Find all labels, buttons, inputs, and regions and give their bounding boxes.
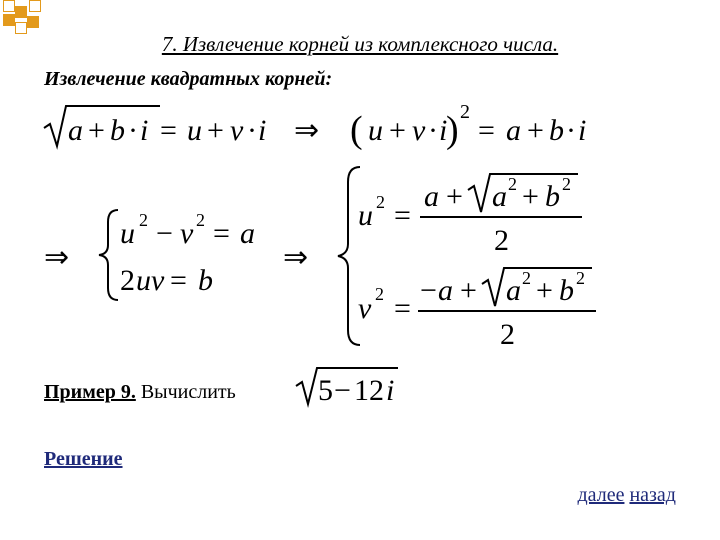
svg-text:=: =	[160, 114, 177, 147]
svg-text:b: b	[545, 180, 560, 213]
svg-text:u: u	[368, 114, 383, 147]
svg-text:·: ·	[247, 114, 257, 147]
svg-text:uv: uv	[136, 264, 165, 297]
next-link[interactable]: далее	[577, 484, 625, 506]
svg-text:+: +	[207, 114, 224, 147]
system-uv	[99, 210, 255, 300]
implies-symbol-3: ⇒	[283, 241, 309, 274]
svg-text:+: +	[527, 114, 544, 147]
svg-text:a: a	[506, 114, 521, 147]
example-line	[44, 381, 236, 404]
sqrt-equation	[44, 106, 266, 147]
svg-text:−: −	[156, 217, 173, 250]
svg-text:·: ·	[566, 114, 576, 147]
svg-text:2: 2	[375, 284, 384, 304]
svg-text:2: 2	[562, 174, 571, 194]
squared-equation	[350, 101, 586, 151]
svg-text:v: v	[412, 114, 426, 147]
svg-text:a: a	[438, 274, 453, 307]
implies-symbol-2: ⇒	[44, 241, 70, 274]
back-link[interactable]: назад	[629, 484, 676, 506]
svg-text:+: +	[446, 180, 463, 213]
svg-text:u: u	[120, 217, 135, 250]
svg-text:=: =	[170, 264, 187, 297]
system-solutions	[338, 167, 596, 351]
svg-text:+: +	[389, 114, 406, 147]
example-label: Пример 9.	[44, 381, 136, 403]
svg-text:a: a	[424, 180, 439, 213]
svg-text:2: 2	[494, 224, 509, 257]
svg-text:2: 2	[196, 210, 205, 230]
svg-text:+: +	[460, 274, 477, 307]
svg-text:−: −	[334, 374, 351, 407]
slide-navigation	[577, 484, 676, 507]
section-subtitle: Извлечение квадратных корней:	[44, 68, 333, 90]
svg-text:·: ·	[128, 114, 138, 147]
svg-text:2: 2	[522, 268, 531, 288]
svg-text:u: u	[358, 199, 373, 232]
svg-text:(: (	[350, 109, 363, 151]
svg-text:−: −	[420, 274, 437, 307]
svg-text:+: +	[536, 274, 553, 307]
svg-text:2: 2	[139, 210, 148, 230]
svg-text:a: a	[506, 274, 521, 307]
svg-text:2: 2	[576, 268, 585, 288]
svg-text:2: 2	[500, 318, 515, 351]
svg-text:12: 12	[354, 374, 384, 407]
svg-text:a: a	[240, 217, 255, 250]
example-instruction: Вычислить	[140, 381, 236, 403]
svg-text:i: i	[578, 114, 587, 147]
svg-text:+: +	[88, 114, 105, 147]
svg-text:a: a	[68, 114, 83, 147]
svg-text:2: 2	[460, 101, 470, 123]
svg-text:v: v	[180, 217, 194, 250]
svg-text:=: =	[394, 199, 411, 232]
svg-text:=: =	[394, 292, 411, 325]
svg-text:b: b	[198, 264, 213, 297]
svg-text:·: ·	[428, 114, 438, 147]
svg-text:5: 5	[318, 374, 333, 407]
svg-text:a: a	[492, 180, 507, 213]
svg-text:2: 2	[376, 192, 385, 212]
implies-symbol-1: ⇒	[294, 114, 320, 147]
svg-text:i: i	[258, 114, 267, 147]
svg-text:b: b	[110, 114, 125, 147]
svg-text:i: i	[140, 114, 149, 147]
svg-text:=: =	[478, 114, 495, 147]
solution-link[interactable]: Решение	[44, 448, 123, 470]
svg-text:v: v	[358, 292, 372, 325]
svg-text:u: u	[187, 114, 202, 147]
svg-text:b: b	[549, 114, 564, 147]
svg-text:2: 2	[120, 264, 135, 297]
slide-title: 7. Извлечение корней из комплексного числа.	[161, 32, 559, 56]
svg-text:i: i	[386, 374, 395, 407]
svg-text:b: b	[559, 274, 574, 307]
example-expression	[296, 368, 398, 407]
svg-text:=: =	[213, 217, 230, 250]
svg-text:v: v	[230, 114, 244, 147]
svg-text:2: 2	[508, 174, 517, 194]
svg-text:i: i	[439, 114, 448, 147]
svg-text:+: +	[522, 180, 539, 213]
svg-text:): )	[446, 109, 459, 151]
